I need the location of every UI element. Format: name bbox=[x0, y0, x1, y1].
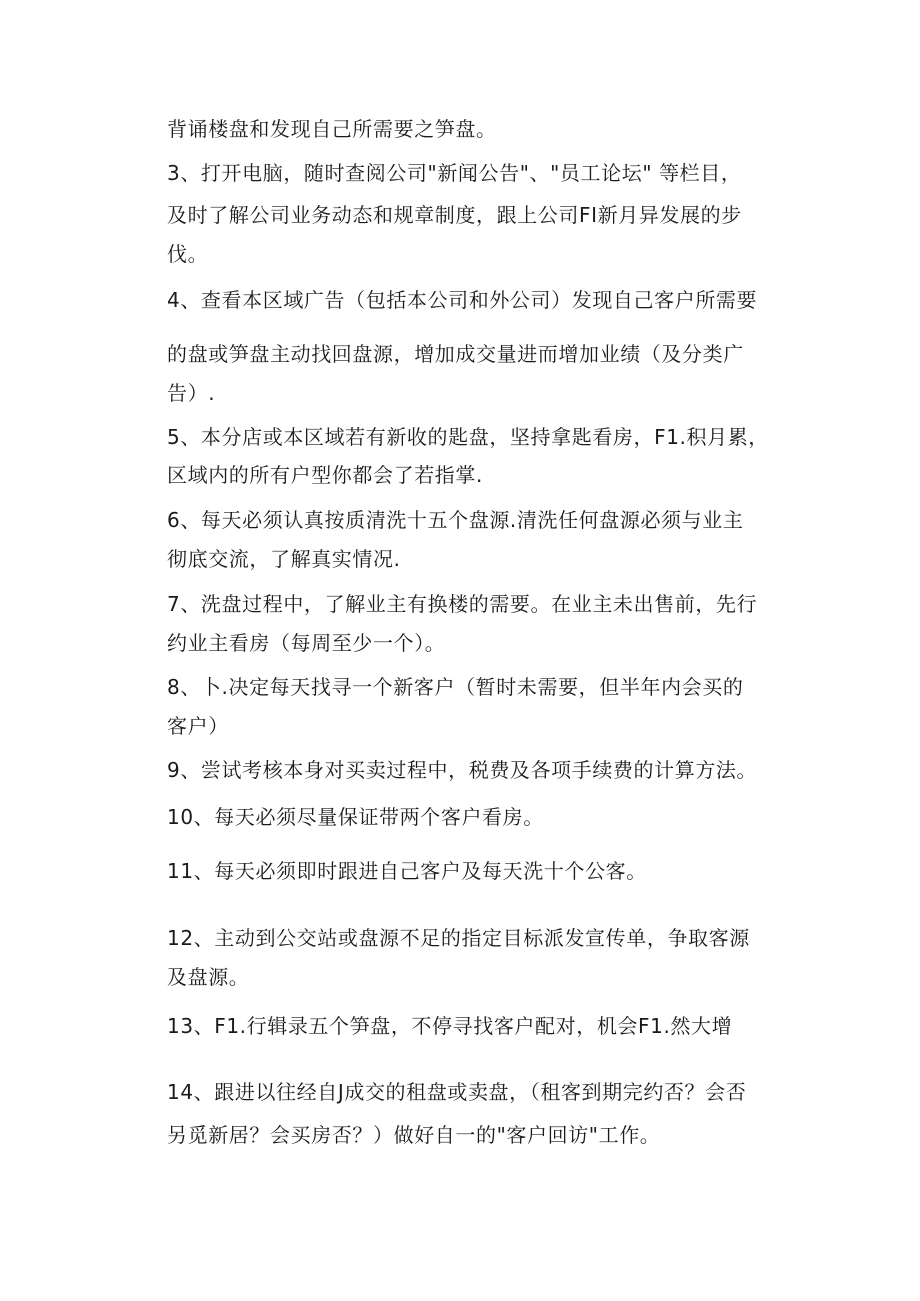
text-line: 11、每天必须即时跟进自己客户及每天洗十个公客。 bbox=[167, 859, 647, 883]
text-line: 5、本分店或本区域若有新收的匙盘，坚持拿匙看房，F1.积月累， bbox=[167, 425, 769, 449]
text-line: 区域内的所有户型你都会了若指掌. bbox=[167, 463, 483, 487]
text-line: 3、打开电脑，随时查阅公司"新闻公告"、"员工论坛" 等栏目， bbox=[167, 161, 742, 185]
text-line: 及时了解公司业务动态和规章制度，跟上公司FI新月异发展的步 bbox=[167, 203, 742, 227]
text-line: 12、主动到公交站或盘源不足的指定目标派发宣传单，争取客源 bbox=[167, 926, 750, 950]
text-line: 6、每天必须认真按质清洗十五个盘源.清洗任何盘源必须与业主 bbox=[167, 508, 744, 532]
text-line: 13、F1.行辑录五个笋盘，不停寻找客户配对，机会F1.然大增 bbox=[167, 1014, 733, 1038]
text-line: 另觅新居？会买房否？）做好自一的"客户回访"工作。 bbox=[167, 1123, 661, 1147]
text-line: 7、洗盘过程中，了解业主有换楼的需要。在业主未出售前，先行 bbox=[167, 592, 758, 616]
text-line: 彻底交流，了解真实情况. bbox=[167, 547, 401, 571]
text-line: 的盘或笋盘主动找回盘源，增加成交量进而增加业绩（及分类广 bbox=[167, 342, 744, 366]
text-line: 9、尝试考核本身对买卖过程中，税费及各项手续费的计算方法。 bbox=[167, 758, 758, 782]
text-line: 伐。 bbox=[167, 242, 209, 266]
text-line: 约业主看房（每周至少一个）。 bbox=[167, 631, 446, 655]
text-line: 及盘源。 bbox=[167, 965, 250, 989]
text-line: 客户） bbox=[167, 714, 229, 738]
text-line: 10、每天必须尽量保证带两个客户看房。 bbox=[167, 805, 544, 829]
text-line: 4、查看本区域广告（包括本公司和外公司）发现自己客户所需要 bbox=[167, 288, 758, 312]
text-line: 背诵楼盘和发现自己所需要之笋盘。 bbox=[167, 117, 497, 141]
text-line: 告）. bbox=[167, 381, 216, 405]
text-line: 14、跟进以往经自J成交的租盘或卖盘，（租客到期完约否？会否 bbox=[167, 1080, 747, 1104]
text-line: 8、卜.决定每天找寻一个新客户（暂时未需要，但半年内会买的 bbox=[167, 675, 744, 699]
